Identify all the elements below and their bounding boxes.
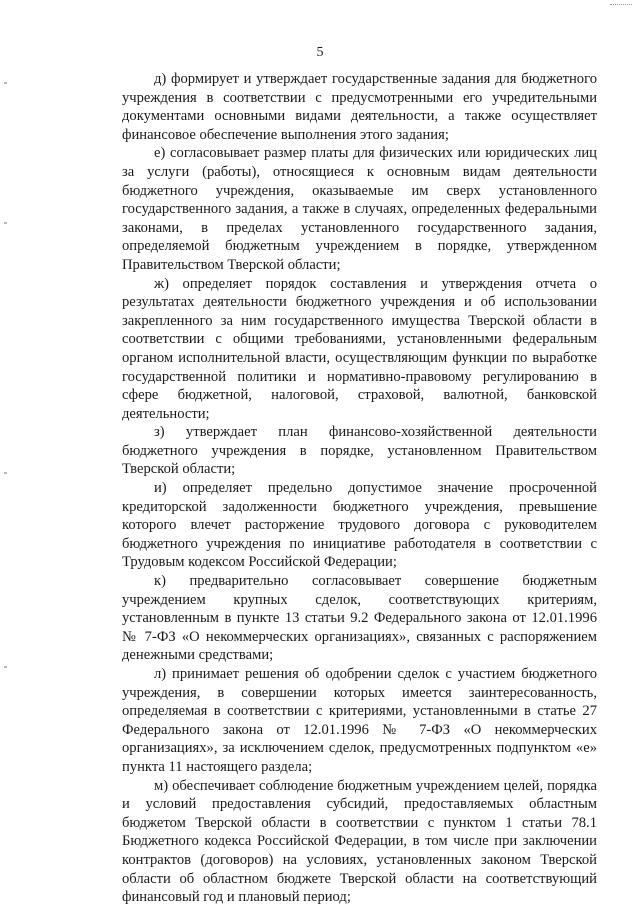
- scan-margin-tick: [4, 666, 7, 668]
- paragraph-zh: ж) определяет порядок составления и утверждения отчета о результатах деятельности бюджетного учреждения и об использовании закрепленного за ним государственного имущества Тверской области в соответствии с общими требованиями, установленными федеральным органом исполнительной власти, осуществляющим функции по выработке государственной политики и нормативно-правовому регулированию в сфере бюджетной, налоговой, страховой, валютной, банковской деятельности;: [122, 275, 597, 422]
- paragraph-i: и) определяет предельно допустимое значение просроченной кредиторской задолженности бюджетного учреждения, превышение которого влечет расторжение трудового договора с руководителем бюджетного учреждения по инициативе работодателя в соответствии с Трудовым кодексом Российской Федерации;: [122, 480, 597, 571]
- paragraph-l: л) принимает решения об одобрении сделок с участием бюджетного учреждения, в совершении которых имеется заинтересованность, определяемая в соответствии с критериями, установленными в статье 27 Федерального закона от 12.01.1996 № 7-ФЗ «О некоммерческих организациях», за исключением сделок, предусмотренных подпунктом «е» пункта 11 настоящего раздела;: [122, 666, 597, 775]
- document-body: [122, 70, 597, 907]
- paragraph-e: е) согласовывает размер платы для физических или юридических лиц за услуги (работы), относящиеся к основным видам деятельности бюджетного учреждения, оказываемые им сверх установленного государственного задания, а также в случаях, определенных федеральными законами, в пределах установленного государственного задания, определяемой бюджетным учреждением в порядке, утвержденном Правительством Тверской области;: [122, 145, 597, 273]
- scan-margin-tick: [4, 472, 7, 474]
- paragraph-m: м) обеспечивает соблюдение бюджетным учреждением целей, порядка и условий предоставления субсидий, предоставляемых областным бюджетом Тверской области в соответствии с пунктом 1 статьи 78.1 Бюджетного кодекса Российской Федерации, в том числе при заключении контрактов (договоров) на условиях, установленных законом Тверской области об областном бюджете Тверской области на соответствующий финансовый год и плановый период;: [122, 777, 597, 906]
- scan-margin-tick: [4, 82, 7, 84]
- scan-margin-tick: [4, 222, 7, 224]
- page-number: 5: [316, 45, 324, 60]
- scan-corner-mark: [610, 4, 632, 9]
- paragraph-k: к) предварительно согласовывает совершение бюджетным учреждением крупных сделок, соответствующих критериям, установленным в пункте 13 статьи 9.2 Федерального закона от 12.01.1996 № 7-ФЗ «О некоммерческих организациях», связанных с распоряжением денежными средствами;: [122, 573, 597, 664]
- paragraph-d: д) формирует и утверждает государственные задания для бюджетного учреждения в соответствии с предусмотренными его учредительными документами основными видами деятельности, а также осуществляет финансовое обеспечение выполнения этого задания;: [122, 71, 597, 143]
- paragraph-z: з) утверждает план финансово-хозяйственной деятельности бюджетного учреждения в порядке, установленном Правительством Тверской области;: [122, 424, 597, 478]
